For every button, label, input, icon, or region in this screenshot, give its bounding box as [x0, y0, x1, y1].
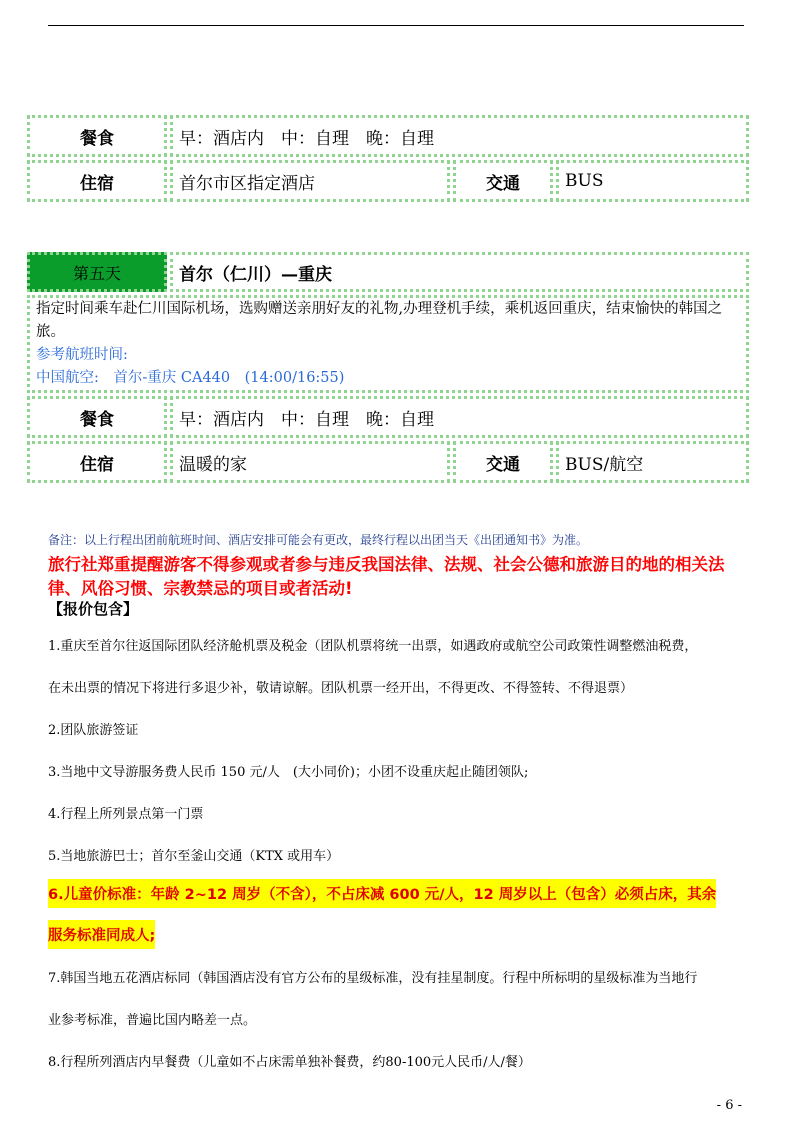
legal-warning: 旅行社郑重提醒游客不得参观或者参与违反我国法律、法规、社会公德和旅游目的地的相关法律、风俗习惯、宗教禁忌的项目或者活动!: [48, 555, 725, 598]
included-item-1-line-2: 在未出票的情况下将进行多退少补，敬请谅解。团队机票一经开出，不得更改、不得签转、不得退票）: [48, 681, 634, 696]
header-rule: [48, 25, 744, 26]
page-number: - 6 -: [716, 1098, 742, 1113]
included-item-7-line-1: 7.韩国当地五花酒店标同（韩国酒店没有官方公布的星级标准，没有挂星制度。行程中所标明的星级标准为当地行: [48, 971, 698, 986]
included-heading: 【报价包含】: [48, 600, 139, 618]
day4-hotel-label: 住宿: [27, 160, 167, 202]
day5-transport-label: 交通: [453, 441, 553, 483]
day5-meals-row: [27, 396, 749, 438]
day5-description-cell: [27, 295, 749, 393]
day4-hotel-row: [27, 160, 749, 202]
day5-meals-label: 餐食: [27, 396, 167, 438]
day5-description: 指定时间乘车赴仁川国际机场，选购赠送亲朋好友的礼物,办理登机手续，乘机返回重庆，结束愉快的韩国之旅。: [36, 301, 723, 340]
day4-meals-row: [27, 115, 749, 157]
day5-description-row: [27, 295, 749, 393]
day4-meals-label: 餐食: [27, 115, 167, 157]
day4-transport-value: BUS: [556, 160, 749, 202]
day5-flight-heading: 参考航班时间:: [36, 347, 128, 363]
included-item-2: 2.团队旅游签证: [48, 723, 139, 738]
included-item-6-line-1: 6.儿童价标准：年龄 2~12 周岁（不含），不占床减 600 元/人，12 周岁以上（包含）必须占床，其余: [48, 879, 716, 908]
day5-hotel-label: 住宿: [27, 441, 167, 483]
day4-meals-value: 早：酒店内 中：自理 晚：自理: [170, 115, 749, 157]
included-item-6-line-2: 服务标准同成人;: [48, 920, 155, 949]
included-item-7-line-2: 业参考标准，普遍比国内略差一点。: [48, 1013, 257, 1028]
day5-flight-info: 中国航空: 首尔-重庆 CA440 (14:00/16:55): [36, 370, 345, 386]
included-item-4: 4.行程上所列景点第一门票: [48, 807, 204, 822]
included-item-1-line-1: 1.重庆至首尔往返国际团队经济舱机票及税金（团队机票将统一出票，如遇政府或航空公司政策性调整燃油税费，: [48, 639, 698, 654]
day5-day-label: 第五天: [27, 252, 167, 292]
day5-table: [24, 249, 752, 486]
included-item-8: 8.行程所列酒店内早餐费（儿童如不占床需单独补餐费，约80-100元人民币/人/餐）: [48, 1055, 531, 1070]
day4-hotel-value: 首尔市区指定酒店: [170, 160, 450, 202]
included-item-5: 5.当地旅游巴士；首尔至釜山交通（KTX 或用车）: [48, 849, 340, 864]
day5-hotel-value: 温暖的家: [170, 441, 450, 483]
day5-meals-value: 早：酒店内 中：自理 晚：自理: [170, 396, 749, 438]
remark-note: 备注：以上行程出团前航班时间、酒店安排可能会有更改，最终行程以出团当天《出团通知书》为准。: [48, 533, 589, 547]
day4-transport-label: 交通: [453, 160, 553, 202]
day5-title: 首尔（仁川）—重庆: [170, 252, 749, 292]
day5-transport-value: BUS/航空: [556, 441, 749, 483]
day5-hotel-row: [27, 441, 749, 483]
day5-title-row: [27, 252, 749, 292]
day4-table: [24, 112, 752, 205]
included-item-3: 3.当地中文导游服务费人民币 150 元/人 (大小同价)；小团不设重庆起止随团领队;: [48, 765, 529, 780]
